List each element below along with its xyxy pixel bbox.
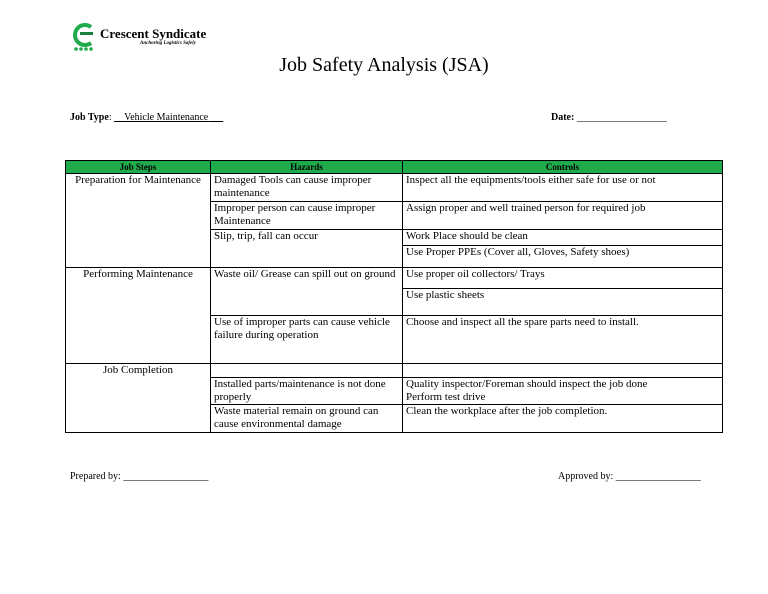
control-cell: Use Proper PPEs (Cover all, Gloves, Safety shoes)	[403, 246, 723, 268]
prepared-by-field	[70, 471, 208, 482]
job-step-completion: Job Completion	[66, 364, 211, 433]
header-hazards: Hazards	[211, 161, 403, 174]
prepared-by-label: Prepared by:	[70, 471, 121, 482]
company-tagline: Anchoring Logistics Safely	[140, 41, 196, 46]
hazard-cell: Improper person can cause improper Maintenance	[211, 202, 403, 230]
hazard-cell: Installed parts/maintenance is not done properly	[211, 378, 403, 405]
header-job-steps: Job Steps	[66, 161, 211, 174]
job-step-performing: Performing Maintenance	[66, 268, 211, 364]
approved-by-line: _________________	[615, 471, 701, 482]
date-label: Date:	[551, 112, 575, 123]
jsa-table	[65, 160, 723, 433]
control-cell: Use plastic sheets	[403, 289, 723, 316]
job-type-field: Job Type: Vehicle Maintenance	[70, 112, 223, 123]
job-type-label: Job Type	[70, 112, 109, 123]
hazard-cell: Use of improper parts can cause vehicle failure during operation	[211, 316, 403, 364]
spacer-cell	[403, 364, 723, 378]
job-step-preparation: Preparation for Maintenance	[66, 174, 211, 268]
crescent-logo-icon	[70, 22, 98, 52]
control-cell: Clean the workplace after the job completion.	[403, 405, 723, 433]
job-type-value: Vehicle Maintenance	[124, 112, 209, 123]
control-cell: Assign proper and well trained person for required job	[403, 202, 723, 230]
company-name: Crescent Syndicate	[100, 26, 207, 41]
company-logo	[70, 22, 230, 54]
control-cell: Choose and inspect all the spare parts need to install.	[403, 316, 723, 364]
control-cell: Inspect all the equipments/tools either safe for use or not	[403, 174, 723, 202]
control-cell: Use proper oil collectors/ Trays	[403, 268, 723, 289]
hazard-cell: Slip, trip, fall can occur	[211, 230, 403, 268]
hazard-cell: Waste oil/ Grease can spill out on ground	[211, 268, 403, 316]
approved-by-field	[558, 471, 701, 482]
spacer-cell	[211, 364, 403, 378]
hazard-cell: Waste material remain on ground can cause environmental damage	[211, 405, 403, 433]
prepared-by-line: _________________	[123, 471, 209, 482]
hazard-cell: Damaged Tools can cause improper maintenance	[211, 174, 403, 202]
document-title: Job Safety Analysis (JSA)	[279, 54, 489, 76]
approved-by-label: Approved by:	[558, 471, 614, 482]
date-field	[551, 112, 667, 123]
header-controls: Controls	[403, 161, 723, 174]
control-cell: Quality inspector/Foreman should inspect the job done Perform test drive	[403, 378, 723, 405]
date-value: __________________	[576, 112, 667, 123]
control-cell: Work Place should be clean	[403, 230, 723, 246]
